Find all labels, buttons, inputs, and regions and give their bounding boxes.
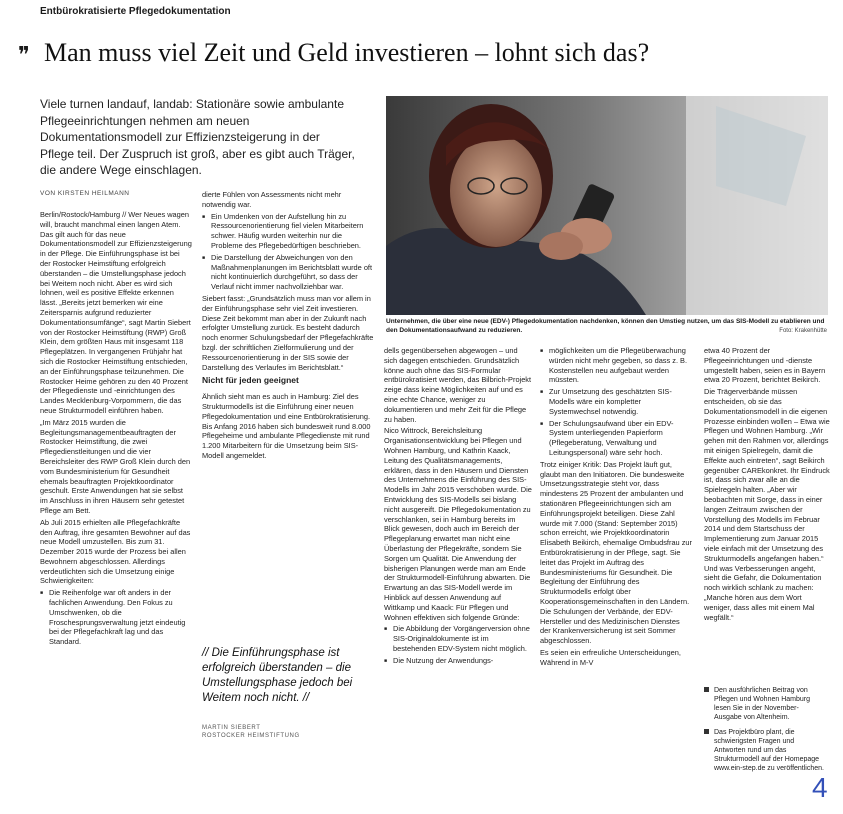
list-item: ■ Die Abbildung der Vorgängerversion ohne SIS-Originaldokumente ist im bestehenden EDV-System nicht möglich. (393, 624, 532, 653)
article-column-4 (540, 346, 692, 810)
col1-paragraph-2: „Im März 2015 wurden die Begleitungsmanagementbeauftragten der Rostocker Heimstiftung, die zwei Pflegedienstleitungen und die vier Bereichsleiter des RWP Groß Klein durch den vom Bundesministerium für Gesundheit ehemals beauftragten Projektkoordinator geschult. Erste Anwendungen hat sie selbst im Anschluss in ihren Häusern sehr getestet Pflege am Bett. (40, 417, 191, 515)
list-item: ■ Der Schulungsaufwand über ein EDV-System unterliegenden Papierform (Pflegeberatung, Verwaltung und Leitungspersonal) wäre sehr hoch. (549, 419, 692, 458)
col3-paragraph-1: dells gegenübersehen abgewogen – und sich dagegen entschieden. Grundsätzlich könne auch ohne das SIS-Formular entbürokratisiert werden, das Bilbrich-Projekt zeige dass keine Möglichkeiten auf und es eine echte Chance, weniger zu dokumentieren und mehr Zeit für die Pflege zu haben. (384, 346, 532, 424)
pull-quote-author: MARTIN SIEBERT ROSTOCKER HEIMSTIFTUNG (202, 725, 300, 739)
col1-paragraph-1: Berlin/Rostock/Hamburg // Wer Neues wagen will, braucht manchmal einen langen Atem. Das gilt auch für das neue Dokumentationsmodell zur Effizienzsteigerung in der Pflege. Die Einführungsphase ist bei der Rostocker Heimstiftung erfolgreich überstanden – die Umstellungsphase jedoch bei Weitem noch nicht. Aber es wird sich lohnen, weil es positive Effekte erkennen lässt. „Bereits jetzt bemerken wir eine Zeitersparnis aufgrund reduzierter Dokumentationsumfänge“, sagt Martin Siebert von der Rostocker Heimstiftung (RWP) Groß Klein, dem größten Haus mit insgesamt 118 Pflegeplätzen. In vergangenen Frühjahr hat sich die Rostocker Heimstiftung entschieden, an der Einführungsphase teilzunehmen. Die Rostocker Heime gehören zu den 40 Prozent der Pflegedienste und -einrichtungen des Landes Mecklenburg-Vorpommern, die das neue Strukturmodell einführen haben. (40, 210, 192, 415)
col5-paragraph-1: etwa 40 Prozent der Pflegeeinrichtungen und -dienste umgestellt haben, seien es in Bayern etwa 20 Prozent, berichtet Beikirch. (704, 346, 826, 385)
col4-list (540, 346, 692, 458)
photo-caption: Unternehmen, die über eine neue (EDV-) Pflegedokumentation nachdenken, können den Umstieg nutzen, um das SIS-Modell zu etablieren und den Dokumentationsaufwand zu reduzieren. (386, 318, 825, 334)
photo-woman-smartphone (386, 96, 828, 315)
quote-mark-icon: ❞ (18, 42, 30, 67)
article-column-3 (384, 346, 532, 810)
byline: VON KIRSTEN HEILMANN (40, 190, 130, 197)
list-item: ■ Zur Umsetzung des geschätzten SIS-Modells wäre ein kompletter Systemwechsel notwendig. (549, 387, 692, 416)
col1-list (40, 588, 192, 647)
photo-credit: Foto: Krakenhütte (779, 328, 827, 334)
list-item: ■ möglichkeiten um die Pflegeüberwachung würden nicht mehr gegeben, so dass z. B. Kostenstellen neu aufgebaut werden müssten. (549, 346, 692, 385)
col2-paragraph-1: Siebert fasst: „Grundsätzlich muss man vor allem in der Einführungsphase sehr viel Zeit investieren. Diese Zeit bekommt man aber in der Zukunft nach erfolgter Umstellung zurück. Es besteht dadurch noch enormer Schulungsbedarf der Pflegefachkräfte bzgl. der schriftlichen Zielformulierung und der Ressourcenorientierung in der SIS sowie der Darstellung des Verlaufes im Berichtsblatt.“ (202, 293, 374, 372)
headline: Man muss viel Zeit und Geld investieren – lohnt sich das? (44, 38, 650, 67)
col2-paragraph-2: Ähnlich sieht man es auch in Hamburg: Ziel des Strukturmodells ist die Einführung einer neuen Pflegedokumentation und eine Entbürokratisierung. Bis Anfang 2016 haben sich bundesweit rund 8.000 Pflegeheime und ambulante Pflegedienste mit rund 1.200 Mitarbeitern für die Umsetzung beim SIS-Modell angemeldet. (202, 392, 371, 460)
page-number: 4 (812, 772, 828, 803)
article-column-1 (40, 210, 192, 810)
subheading: Nicht für jeden geeignet (202, 375, 299, 386)
square-bullet-icon (704, 729, 709, 734)
col3-paragraph-2: Nico Wittrock, Bereichsleitung Organisationsentwicklung bei Pflegen und Wohnen Hamburg, und Kathrin Kaack, Leitung des Qualitätsmanagements, erklären, dass in den Häusern und Diensten des Unternehmens die Einführung des SIS-Modells im Jahr 2015 verschoben wurde. Die Entwicklung des SIS-Modells sei bislang nicht ausgereift. Die Pflegedokumentation zu verschlanken, sei in Hamburg bereits im Blick gewesen, doch auch im Bereich der Pflegeplanung erwartet man nicht eine Überlastung der Pflegekräfte, sondern Sie Sorgen um Qualität. Die Anwendung der bisherigen Planungen werde man am Ende der Strukturmodell-Einführung abwarten. Die Erwartung an das SIS-Modell werde im Hinblick auf dessen Anwendung auf Wittkamp und Kaack: Für Pflegen und Wohnen effektiven sich folgende Gründe: (384, 426, 532, 622)
info-item-text: Das Projektbüro plant, die schwierigsten Fragen und Antworten rund um das Strukturmodell auf der Homepage www.ein-step.de zu veröffentlichen. (714, 729, 824, 772)
col2-continuation: dierte Fühlen von Assessments nicht mehr notwendig war. (202, 190, 342, 209)
list-item: ■ Die Darstellung der Abweichungen von den Maßnahmenplanungen im Berichtsblatt wurde oft nicht kontinuierlich durchgeführt, so dass der Verlauf nicht immer nachvollziehbar war. (211, 253, 374, 292)
article-column-5 (704, 346, 830, 682)
col3-list (384, 624, 532, 665)
list-item: ■ Die Nutzung der Anwendungs- (393, 656, 532, 666)
col5-paragraph-2: Die Trägerverbände müssen entscheiden, ob sie das Dokumentationsmodell in die eigenen Prozesse einbinden wollen – Etwa wie Pflegen und Wohnen Hamburg. „Wir gehen mit den Rahmen vor, allerdings mit einigen Spielregeln, damit die Effekte auch eintreten“, sagt Beikirch gegenüber CAREkonkret. Ihr Eindruck ist, dass sich zwar alle an die Spielregeln halten. „Aber wir beobachten mit Sorge, dass in einer langen Zeitraum zwischen der Vorstellung des Modells im Februar 2014 und dem Startschuss der Implementierung zum Januar 2015 viele einfach mit der Umsetzung des Strukturmodells angefangen haben.“ Und was Verbesserungen angeht, sieht die Gefahr, die Dokumentation noch wirklich schlank zu machen: „Manche hören aus dem Wort weniger, dass alles mit einem Mal wegfällt.“ (704, 387, 830, 622)
kicker: Entbürokratisierte Pflegedokumentation (40, 6, 231, 17)
article-column-2 (202, 190, 374, 646)
col2-list (202, 212, 374, 292)
list-item: ■ Ein Umdenken von der Aufstellung hin zu Ressourcenorientierung fiel vielen Mitarbeitern schwer. Häufig wurden weiterhin nur die Probleme des Pflegebedürftigen beschrieben. (211, 212, 374, 251)
article-photo (386, 96, 828, 315)
square-bullet-icon (704, 687, 709, 692)
pull-quote: // Die Einführungsphase ist erfolgreich überstanden – die Umstellungsphase jedoch bei Weitem noch nicht. // (202, 647, 353, 704)
col1-paragraph-3: Ab Juli 2015 erhielten alle Pflegefachkräfte den Auftrag, ihre gesamten Bewohner auf das neue Modell umzustellen. Bis zum 31. Dezember 2015 wurde der Prozess bei allen Bewohnern abgeschlossen. Allerdings verdeutlichten sich die Umsetzung einige Schwierigkeiten: (40, 517, 191, 586)
col4-paragraph-2: Es seien ein erfreuliche Unterscheidungen, Während in M-V (540, 647, 681, 667)
lead-paragraph: Viele turnen landauf, landab: Stationäre sowie ambulante Pflegeeinrichtungen nehmen am neuen Dokumentationsmodell zur Effizienzsteigerung in der Pflege teil. Der Zuspruch ist groß, aber es gibt auch Träger, die andere Wege einschlagen. (40, 97, 355, 177)
list-item: ■ Die Reihenfolge war oft anders in der fachlichen Anwendung. Den Fokus zu Umschwenken, ob die Froschesprungsverwaltung jetzt eindeutig bei der Pflegefachkraft lag und das Standard. (49, 588, 192, 647)
info-box (704, 686, 824, 779)
col4-paragraph-1: Trotz einiger Kritik: Das Projekt läuft gut, glaubt man den Initiatoren. Die bundesweite Umsetzungsstrategie steht vor, dass mindestens 25 Prozent der ambulanten und stationären Pflegeeinrichtungen sich am Einführungsprojekt beteiligen. Diese Zahl wurde mit 7.000 (Stand: September 2015) schon erreicht, wie Projektkoordinatorin Elisabeth Beikirch, ehemalige Ombudsfrau zur Entbürokratisierung in der Pflege, sagt. Sie leitet das Projekt im Auftrag des Bundesministeriums für Gesundheit. Die Begleitung der Einführung des Strukturmodells erfolgt über Kooperationsgemeinschaften in den Ländern. Die Schulungen der Verbände, der EDV-Hersteller und des Medizinischen Dienstes der Krankenversicherung ist seit Sommer abgeschlossen. (540, 459, 692, 646)
info-item (704, 686, 824, 722)
info-item-text: Den ausführlichen Beitrag von Pflegen und Wohnen Hamburg lesen Sie in der November-Ausgabe von Altenheim. (714, 687, 810, 721)
info-item (704, 728, 824, 773)
